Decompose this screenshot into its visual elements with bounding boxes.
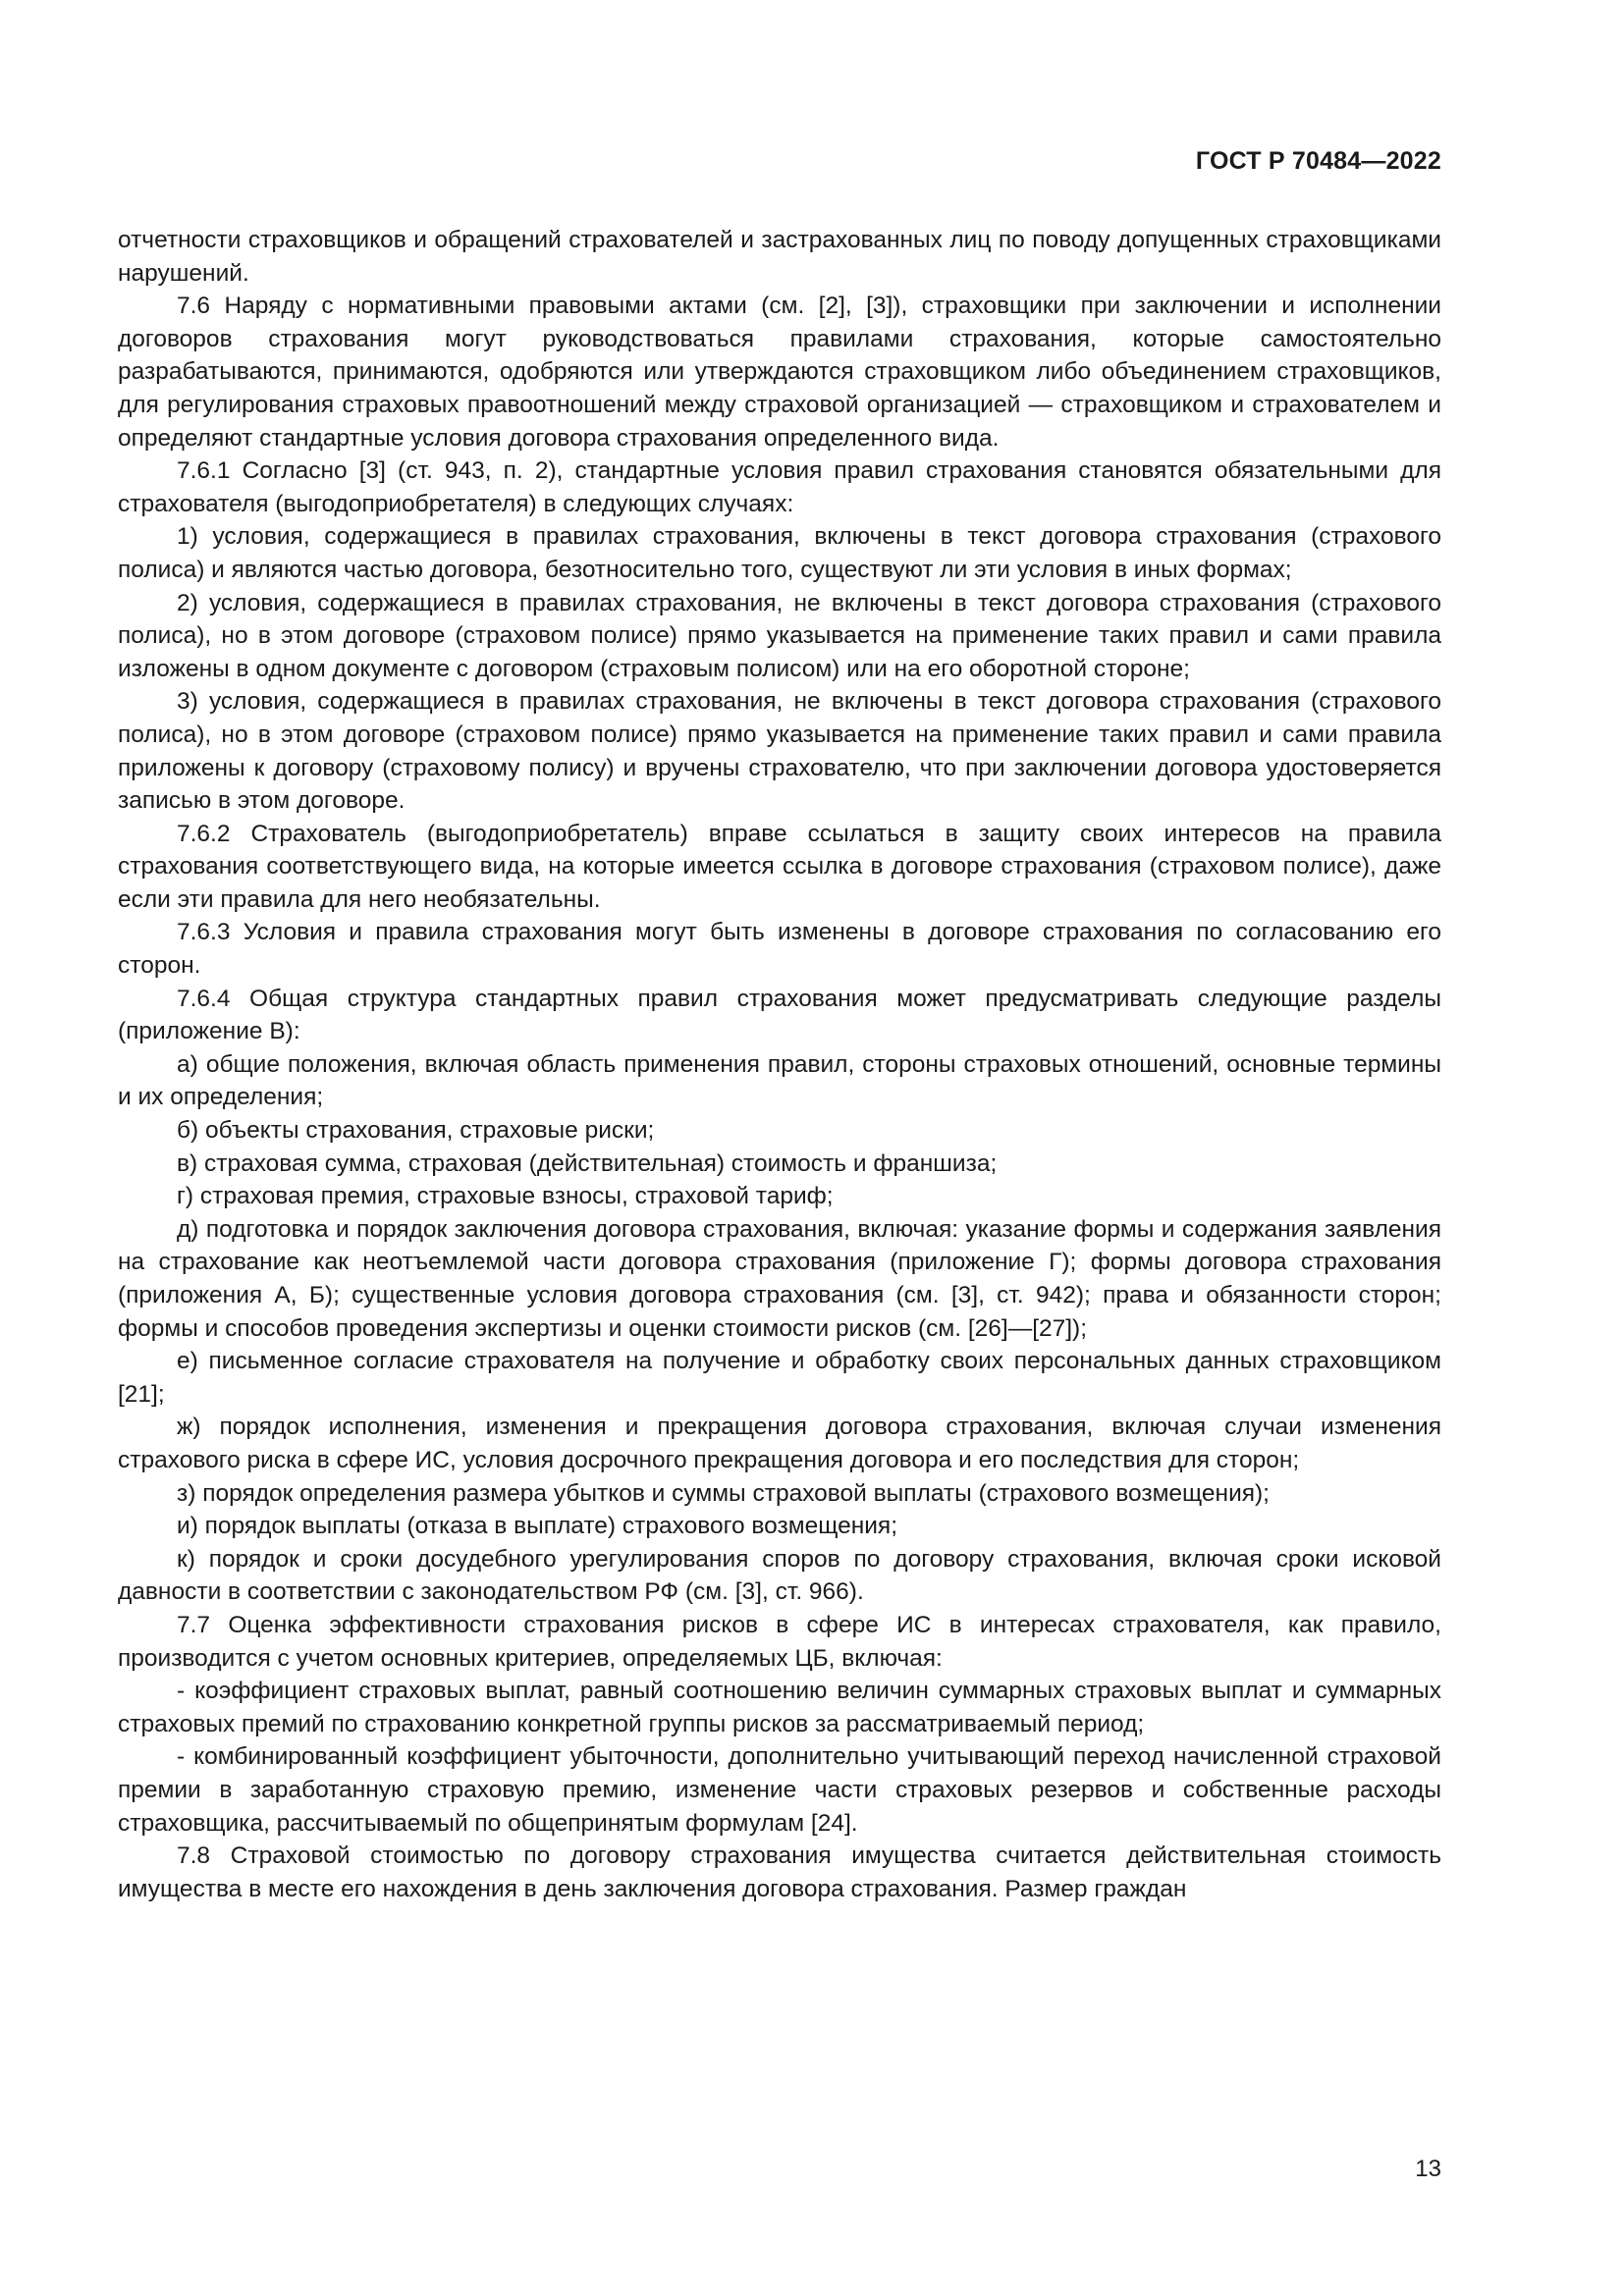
list-item-e: е) письменное согласие страхователя на получение и обработку своих персональных данных страховщиком [21]; [118,1348,1441,1408]
paragraph-7-6-3: 7.6.3 Условия и правила страхования могут быть изменены в договоре страхования по согласованию его сторон. [118,919,1441,980]
document-body [118,224,1441,1905]
paragraph-7-6-4: 7.6.4 Общая структура стандартных правил страхования может предусматривать следующие разделы (приложение В): [118,985,1441,1045]
bullet-item-1: - коэффициент страховых выплат, равный соотношению величин суммарных страховых выплат и суммарных страховых премий по страхованию конкретной группы рисков за рассматриваемый период; [118,1678,1441,1737]
list-item-i: и) порядок выплаты (отказа в выплате) страхового возмещения; [177,1513,898,1540]
page-number: 13 [1415,2156,1441,2182]
paragraph-continuation: отчетности страховщиков и обращений страхователей и застрахованных лиц по поводу допущенных страховщиками нарушений. [118,227,1441,287]
list-item-z: з) порядок определения размера убытков и суммы страховой выплаты (страхового возмещения); [177,1479,1270,1507]
paragraph-7-6: 7.6 Наряду с нормативными правовыми актами (см. [2], [3]), страховщики при заключении и исполнении договоров страхования могут руководствоваться правилами страхования, которые самостоятельно разрабатываются, принимаются, одобряются или утверждаются страховщиком либо объединением страховщиков, для регулирования страховых правоотношений между страховой организацией — страховщиком и страхователем и определяют стандартные условия договора страхования определенного вида. [118,293,1441,452]
list-item-1: 1) условия, содержащиеся в правилах страхования, включены в текст договора страхования (страхового полиса) и являются частью договора, безотносительно того, существуют ли эти условия в иных формах; [118,523,1441,583]
list-item-3: 3) условия, содержащиеся в правилах страхования, не включены в текст договора страхования (страхового полиса), но в этом договоре (страховом полисе) прямо указывается на применение таких правил и сами правила приложены к договору (страховому полису) и вручены страхователю, что при заключении договора удостоверяется записью в этом договоре. [118,688,1441,815]
list-item-b: б) объекты страхования, страховые риски; [177,1117,655,1145]
paragraph-7-6-2: 7.6.2 Страхователь (выгодоприобретатель) вправе ссылаться в защиту своих интересов на правила страхования соответствующего вида, на которые имеется ссылка в договоре страхования (страховом полисе), даже если эти правила для него необязательны. [118,820,1441,913]
paragraph-7-7: 7.7 Оценка эффективности страхования рисков в сфере ИС в интересах страхователя, как правило, производится с учетом основных критериев, определяемых ЦБ, включая: [118,1611,1441,1672]
document-standard-code: ГОСТ Р 70484—2022 [1195,147,1441,175]
paragraph-7-8: 7.8 Страховой стоимостью по договору страхования имущества считается действительная стоимость имущества в месте его нахождения в день заключения договора страхования. Размер граждан [118,1842,1441,1902]
bullet-item-2: - комбинированный коэффициент убыточности, дополнительно учитывающий переход начисленной страховой премии в заработанную страховую премию, изменение части страховых резервов и собственные расходы страховщика, рассчитываемый по общепринятым формулам [24]. [118,1743,1441,1837]
list-item-g: г) страховая премия, страховые взносы, страховой тариф; [177,1183,834,1210]
paragraph-7-6-1: 7.6.1 Согласно [3] (ст. 943, п. 2), стандартные условия правил страхования становятся обязательными для страхователя (выгодоприобретателя) в следующих случаях: [118,457,1441,517]
list-item-2: 2) условия, содержащиеся в правилах страхования, не включены в текст договора страхования (страхового полиса), но в этом договоре (страховом полисе) прямо указывается на применение таких правил и сами правила изложены в одном документе с договором (страховым полисом) или на его оборотной стороне; [118,589,1441,682]
list-item-zh: ж) порядок исполнения, изменения и прекращения договора страхования, включая случаи изменения страхового риска в сфере ИС, условия досрочного прекращения договора и его последствия для сторон; [118,1414,1441,1473]
list-item-d: д) подготовка и порядок заключения договора страхования, включая: указание формы и содержания заявления на страхование как неотъемлемой части договора страхования (приложение Г); формы договора страхования (приложения А, Б); существенные условия договора страхования (см. [3], ст. 942); права и обязанности сторон; формы и способов проведения экспертизы и оценки стоимости рисков (см. [26]—[27]); [118,1215,1441,1342]
list-item-k: к) порядок и сроки досудебного урегулирования споров по договору страхования, включая сроки исковой давности в соответствии с законодательством РФ (см. [3], ст. 966). [118,1545,1441,1606]
list-item-v: в) страховая сумма, страховая (действительная) стоимость и франшиза; [177,1149,998,1177]
list-item-a: а) общие положения, включая область применения правил, стороны страховых отношений, основные термины и их определения; [118,1050,1441,1111]
